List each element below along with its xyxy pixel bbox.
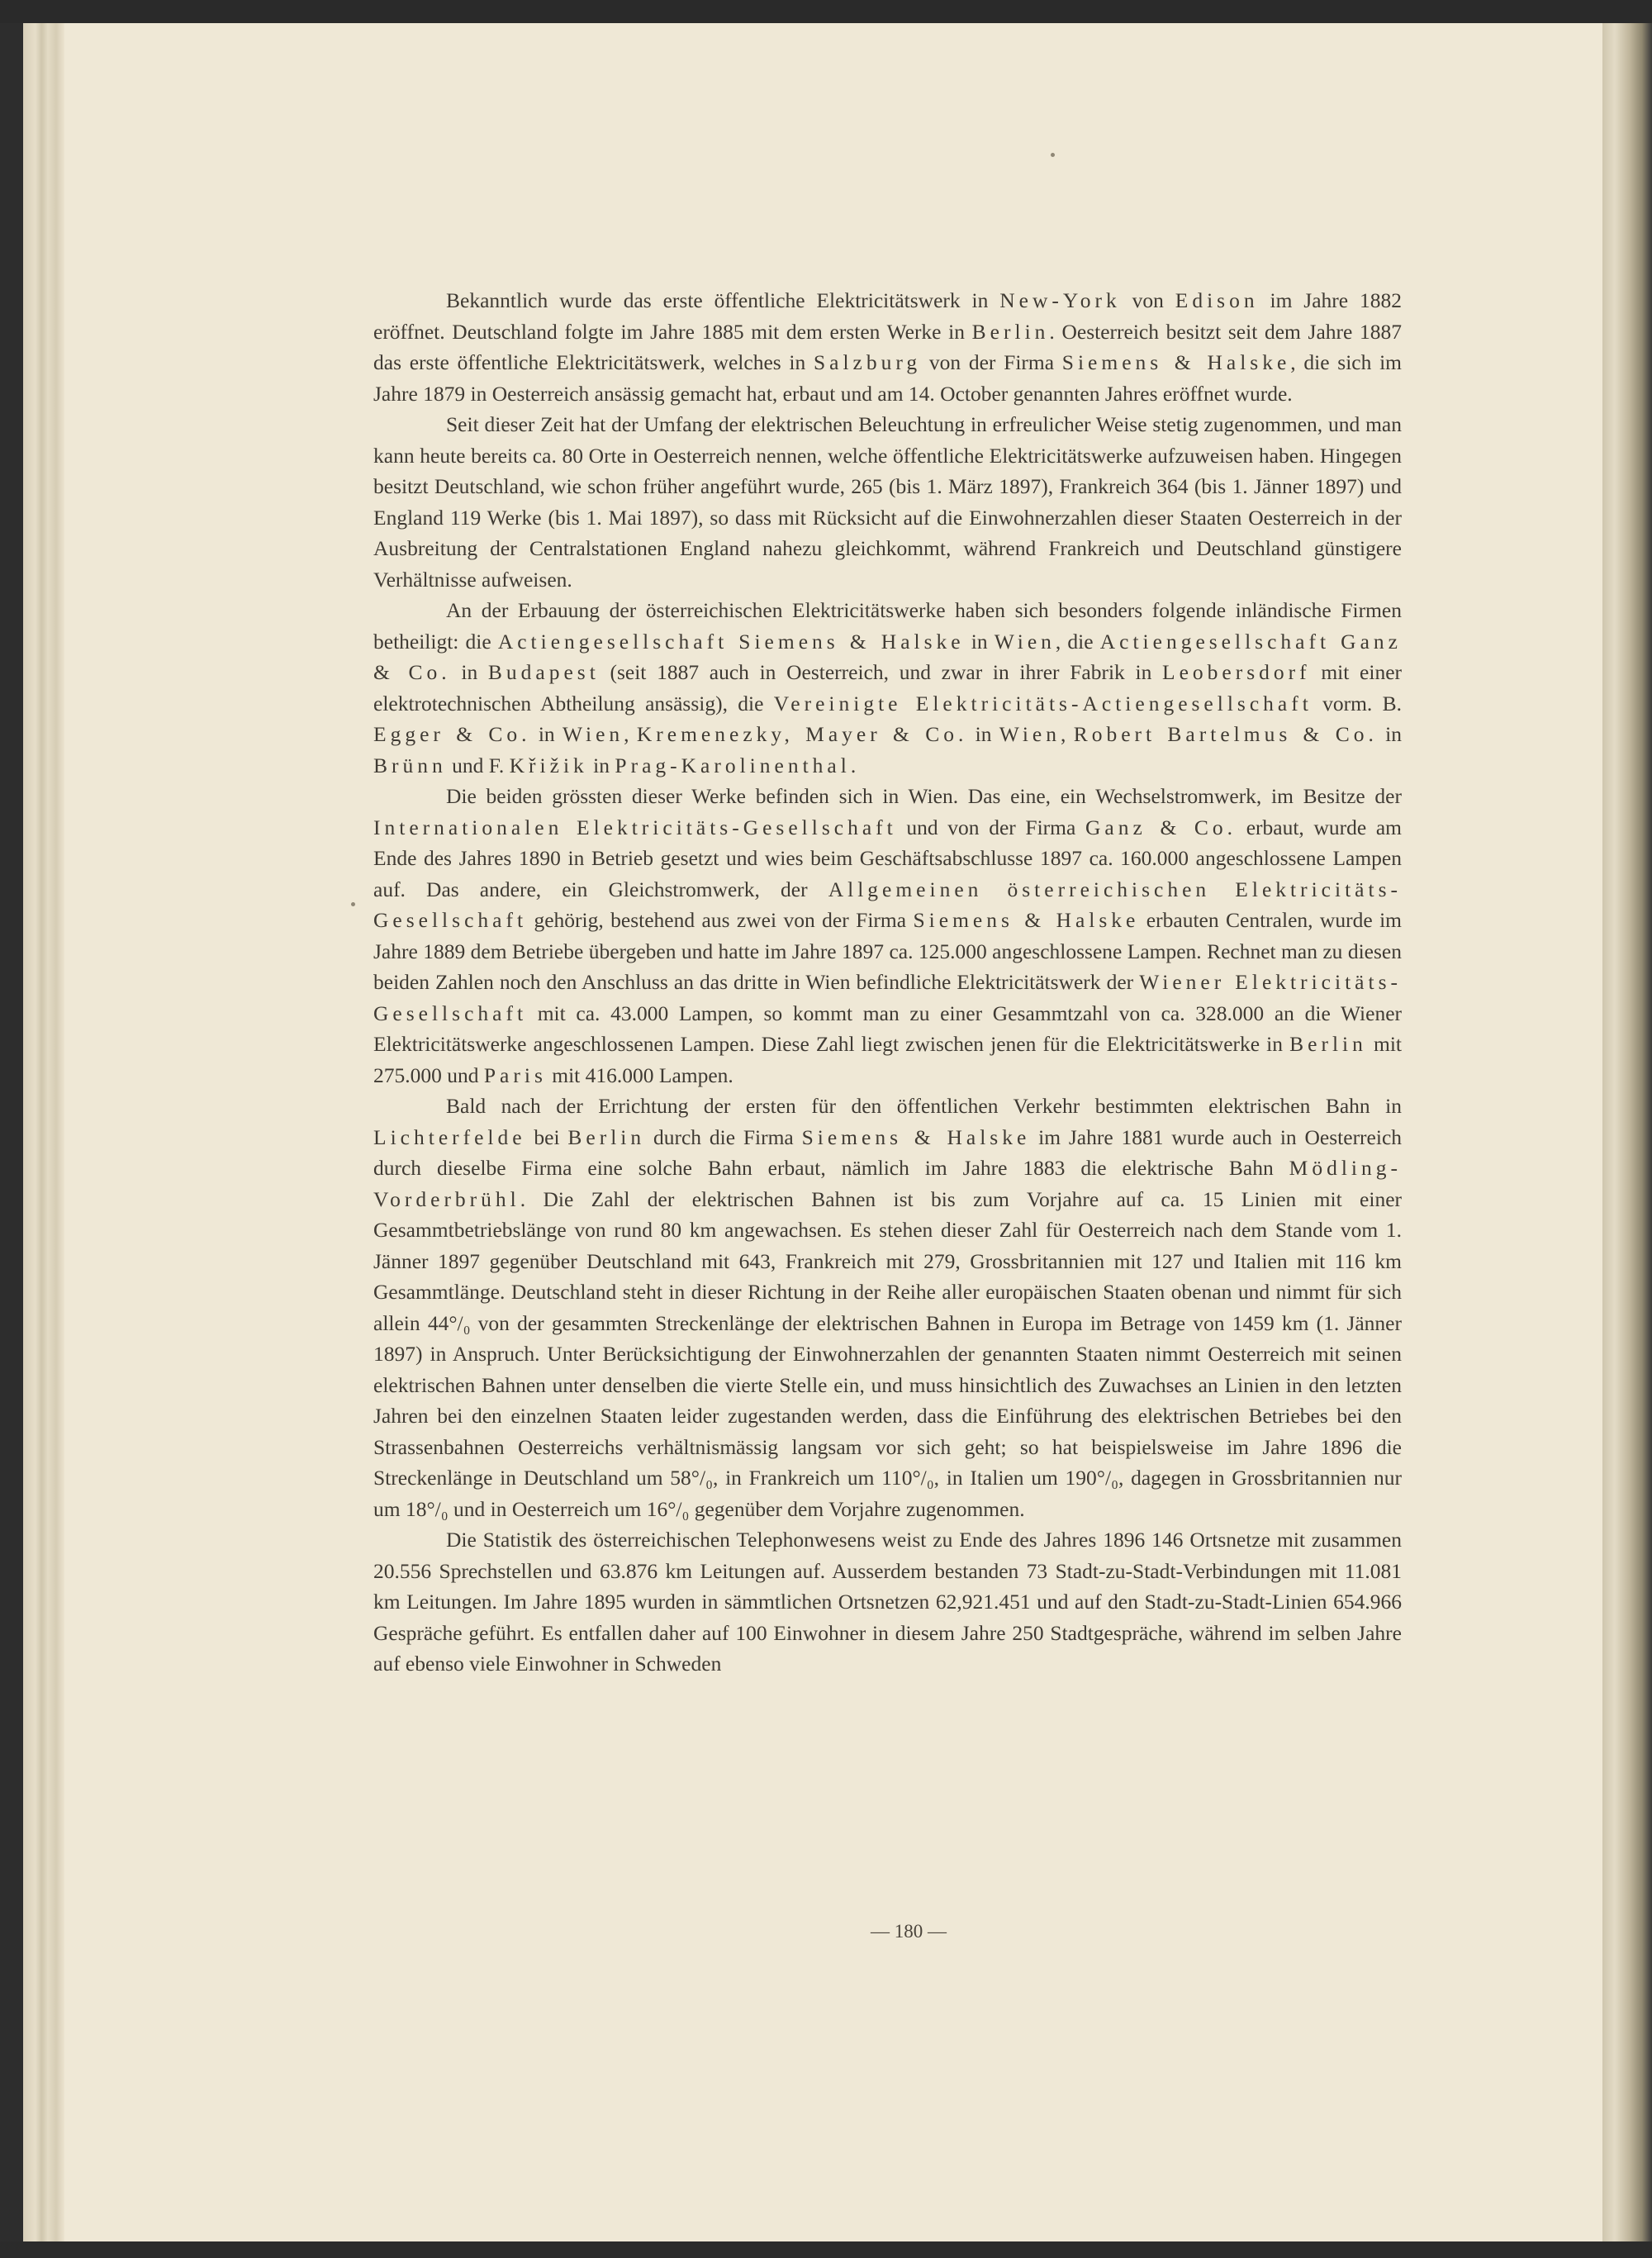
text-run: bei [525, 1124, 568, 1149]
text-run: . [850, 753, 857, 777]
page-number: — 180 — [871, 1921, 947, 1942]
spaced-name: Robert Bartelmus & Co. [1073, 722, 1378, 746]
text-run: erbauten Centralen, wurde im Jahre 1889 dem Betriebe übergeben und hatte im Jahre 1897 ca. 125.000 angeschlossene Lampen. Rechnet man zu diesen beiden Zahlen noch den Anschluss an das dritte in Wien befindliche Elektricitätswerk der [373, 908, 1402, 994]
spaced-name: Edison [1175, 288, 1259, 312]
text-run: , [1061, 722, 1074, 746]
text-run: von [1120, 288, 1175, 312]
spaced-name: Křižik [509, 753, 588, 777]
spaced-name: Lichterfelde [373, 1124, 526, 1149]
text-run: in [964, 629, 995, 654]
spaced-name: Prag-Karolinenthal [615, 753, 851, 777]
spaced-name: Siemens & Halske [1061, 350, 1291, 374]
spaced-name: Budapest [487, 660, 600, 684]
text-run: mit 275.000 und [373, 1032, 1402, 1087]
spaced-name: Wien [562, 722, 624, 746]
text-run: (seit 1887 auch in Oesterreich, und zwar in ihrer Fabrik in [599, 660, 1163, 684]
spaced-name: Siemens & Halske [801, 1124, 1031, 1149]
text-run: im Jahre 1881 wurde auch in Oesterreich durch dieselbe Firma eine solche Bahn erbaut, nämlich im Jahre 1883 die elektrische Bahn [373, 1124, 1403, 1180]
scan-top-border [0, 0, 1652, 23]
text-run: im Jahre 1882 eröffnet. Deutschland folgte im Jahre 1885 mit dem ersten Werke in [373, 288, 1402, 344]
spaced-name: Leobersdorf [1162, 660, 1311, 684]
spaced-name: Ganz & Co. [1085, 815, 1237, 839]
scan-bottom-border [0, 2241, 1652, 2258]
spaced-name: Wien [999, 722, 1061, 746]
spaced-name: Mödling-Vorderbrühl [373, 1156, 1402, 1211]
text-run: in [530, 722, 563, 746]
specks [351, 902, 355, 906]
spaced-name: Berlin [1289, 1032, 1367, 1056]
spaced-name: Internationalen Elektricitäts-Gesellschaft [373, 815, 897, 839]
spaced-name: Actiengesellschaft Ganz & Co. [373, 629, 1402, 684]
spaced-name: New-York [999, 288, 1121, 312]
text-run: mit 416.000 Lampen. [546, 1062, 733, 1087]
text-run: in [450, 660, 488, 684]
spaced-name: Wiener Elektricitäts-Gesellschaft [373, 970, 1402, 1025]
text-run: Bald nach der Errichtung der ersten für den öffentlichen Verkehr bestimmten elektrischen Bahn in [446, 1094, 1402, 1118]
paragraph [373, 1524, 1402, 1680]
text-run: vorm. B. [1312, 691, 1402, 715]
text-run: gehörig, bestehend aus zwei von der Firma [527, 908, 914, 932]
spaced-name: Wien [994, 629, 1056, 654]
text-run: in [1377, 722, 1402, 746]
page-binding-edge [23, 23, 64, 2241]
text-run: mit ca. 43.000 Lampen, so kommt man zu einer Gesammtzahl von ca. 328.000 an die Wiener Elektricitätswerke angeschlossenen Lampen. Diese Zahl liegt zwischen jenen für die Elektricitätswerke in [373, 1001, 1402, 1056]
spaced-name: Siemens & Halske [913, 908, 1140, 932]
paragraph [373, 409, 1402, 595]
paragraph [373, 781, 1402, 1091]
spaced-name: Egger & Co. [373, 722, 531, 746]
spaced-name: Brünn [373, 753, 447, 777]
text-run: , die [1055, 629, 1100, 654]
text-run: und von der Firma [896, 815, 1085, 839]
spaced-name: Berlin [971, 319, 1050, 344]
body-text [373, 285, 1402, 1680]
text-run: An der Erbauung der österreichischen Elektricitätswerke haben sich besonders folgende inländische Firmen betheiligt: die [373, 598, 1402, 654]
text-run: mit einer elektrotechnischen Abtheilung ansässig), die [373, 660, 1403, 715]
spaced-name: Paris [483, 1062, 547, 1087]
paragraph [373, 1091, 1402, 1524]
text-run: erbaut, wurde am Ende des Jahres 1890 in Betrieb gesetzt und wies beim Geschäftsabschlusse 1897 ca. 160.000 angeschlossene Lampen auf. Das andere, ein Gleichstromwerk, der [373, 815, 1402, 901]
text-run: in [587, 753, 615, 777]
text-run: . Oesterreich besitzt seit dem Jahre 1887 das erste öffentliche Elektricitätswerk, welches in [373, 319, 1402, 374]
text-run: . Die Zahl der elektrischen Bahnen ist bis zum Vorjahre auf ca. 15 Linien mit einer Gesammtbetriebslänge von rund 80 km angewachsen. Es stehen dieser Zahl für Oesterreich nach dem Stande vom 1. Jänner 1897 gegenüber Deutschland mit 643, Frankreich mit 279, Grossbritannien mit 127 und Italien mit 116 km Gesammtlänge. Deutschland steht in dieser Richtung in der Reihe aller europäischen Staaten obenan und nimmt für sich allein 44°/₀ von der gesammten Streckenlänge der elektrischen Bahnen in Europa im Betrage von 1459 km (1. Jänner 1897) in Anspruch. Unter Berücksichtigung der Einwohnerzahlen der genannten Staaten nimmt Oesterreich mit seinen elektrischen Bahnen unter denselben die vierte Stelle ein, und muss hinsichtlich des Zuwachses an Linien in den letzten Jahren bei den einzelnen Staaten leider zugestanden werden, dass die Einführung des elektrischen Betriebes bei den Strassenbahnen Oesterreichs verhältnismässig langsam vor sich geht; so hat beispielsweise im Jahre 1896 die Streckenlänge in Deutschland um 58°/₀, in Frankreich um 110°/₀, in Italien um 190°/₀, dagegen in Grossbritannien nur um 18°/₀ und in Oesterreich um 16°/₀ gegenüber dem Vorjahre zugenommen. [373, 1186, 1402, 1521]
text-run: und F. [446, 753, 510, 777]
paragraph [373, 285, 1402, 409]
text-run: Die Statistik des österreichischen Telephonwesens weist zu Ende des Jahres 1896 146 Ortsnetze mit zusammen 20.556 Sprechstellen und 63.876 km Leitungen auf. Ausserdem bestanden 73 Stadt-zu-Stadt-Verbindungen mit 11.081 km Leitungen. Im Jahre 1895 wurden in sämmtlichen Ortsnetzen 62,921.451 und auf den Stadt-zu-Stadt-Linien 654.966 Gespräche geführt. Es entfallen daher auf 100 Einwohner in diesem Jahre 250 Stadtgespräche, während im selben Jahre auf ebenso viele Einwohner in Schweden [373, 1528, 1402, 1676]
specks [1051, 153, 1055, 157]
text-run: von der Firma [921, 350, 1062, 374]
page-right-edge [1602, 23, 1652, 2241]
text-run: , die sich im Jahre 1879 in Oesterreich ansässig gemacht hat, erbaut und am 14. October genannten Jahres eröffnet wurde. [373, 350, 1402, 406]
text-run: in [967, 722, 999, 746]
text-run: durch die Firma [645, 1124, 802, 1149]
text-run: Bekanntlich wurde das erste öffentliche Elektricitätswerk in [446, 288, 1000, 312]
spaced-name: Kremenezky, Mayer & Co. [636, 722, 968, 746]
text-run: Die beiden grössten dieser Werke befinden sich in Wien. Das eine, ein Wechselstromwerk, im Besitze der [446, 784, 1402, 808]
spaced-name: Vereinigte Elektricitäts-Actiengesellschaft [773, 691, 1313, 715]
spaced-name: Berlin [567, 1124, 646, 1149]
paragraph [373, 595, 1402, 781]
spaced-name: Salzburg [813, 350, 922, 374]
text-run: , [624, 722, 637, 746]
spaced-name: Actiengesellschaft Siemens & Halske [497, 629, 965, 654]
text-run: Seit dieser Zeit hat der Umfang der elektrischen Beleuchtung in erfreulicher Weise stetig zugenommen, und man kann heute bereits ca. 80 Orte in Oesterreich nennen, welche öffentliche Elektricitätswerke aufzuweisen haben. Hingegen besitzt Deutschland, wie schon früher angeführt wurde, 265 (bis 1. März 1897), Frankreich 364 (bis 1. Jänner 1897) und England 119 Werke (bis 1. Mai 1897), so dass mit Rücksicht auf die Einwohnerzahlen dieser Staaten Oesterreich in der Ausbreitung der Centralstationen England nahezu gleichkommt, während Frankreich und Deutschland günstigere Verhältnisse aufweisen. [373, 412, 1402, 592]
spaced-name: Allgemeinen österreichischen Elektricitäts-Gesellschaft [373, 877, 1402, 932]
